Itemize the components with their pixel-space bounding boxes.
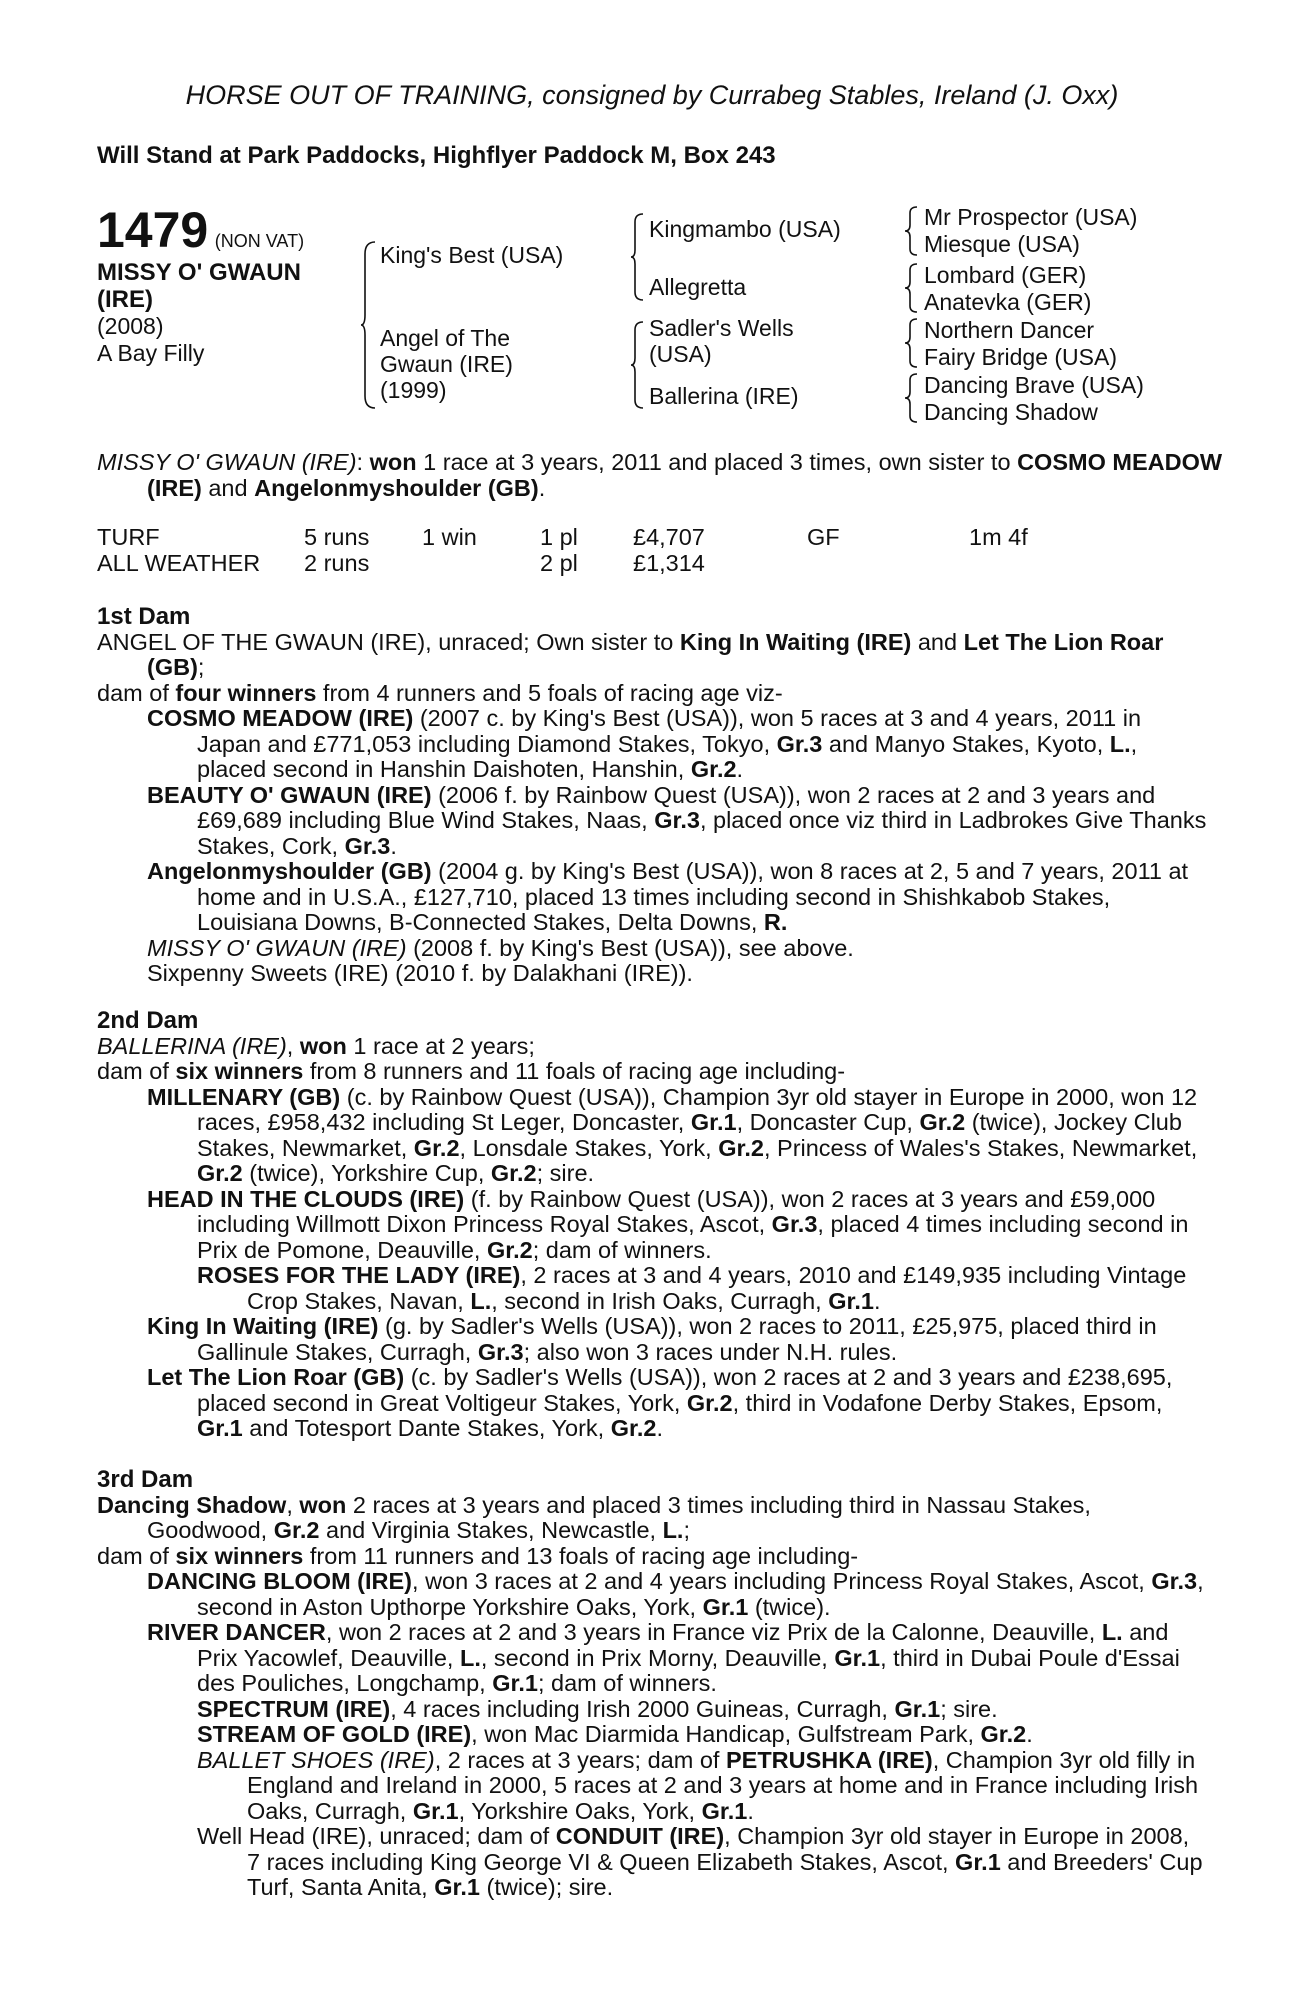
stats-prize: £1,314 bbox=[633, 550, 705, 576]
pedigree-dam-dam: Ballerina (IRE) bbox=[649, 383, 799, 409]
text: won bbox=[299, 1032, 347, 1059]
text: ; sire. bbox=[536, 1160, 595, 1186]
third-dam-produce bbox=[97, 1544, 1207, 1570]
horse-summary: MISSY O' GWAUN (IRE): won 1 race at 3 years, 2011 and placed 3 times, own sister to COSMO MEADOW (IRE) and Angelonmyshoulder (GB). bbox=[97, 449, 1223, 501]
text: STREAM OF GOLD (IRE) bbox=[197, 1721, 472, 1747]
second-dam-intro bbox=[97, 1034, 1207, 1060]
text: 3yr old filly in England and Ireland in 2000, 5 races at 2 and 3 years at home bbox=[247, 1746, 1196, 1798]
pedigree-brace-sire bbox=[631, 212, 645, 302]
text: and £238,695, placed second in Great Voltigeur Stakes, York, bbox=[197, 1364, 1173, 1416]
stats-going: GF bbox=[807, 524, 840, 550]
text: and Breeders' Cup Turf, Santa Anita, bbox=[247, 1848, 1203, 1900]
text: Gr.2 bbox=[197, 1160, 243, 1186]
text: , bbox=[763, 1134, 771, 1161]
text: ; also won 3 races under N.H. rules. bbox=[523, 1338, 898, 1365]
text: dam of bbox=[97, 1058, 176, 1084]
text: BEAUTY O' GWAUN (IRE) bbox=[147, 781, 432, 808]
text: . bbox=[390, 832, 397, 859]
text: CONDUIT (IRE) bbox=[555, 1823, 725, 1849]
horse-name-line1: MISSY O' GWAUN bbox=[97, 259, 301, 286]
text: six winners bbox=[175, 1542, 304, 1569]
text: , Lonsdale Stakes, York, bbox=[459, 1134, 719, 1161]
text: Stakes, Ascot, bbox=[995, 1568, 1152, 1594]
text: dam of bbox=[97, 1542, 176, 1569]
text: . bbox=[656, 1415, 663, 1441]
text: Well Head (IRE), unraced; dam of bbox=[197, 1823, 556, 1849]
pedigree-ssd: Miesque (USA) bbox=[924, 231, 1080, 257]
text: , won 2 races at 2 and 3 years in France viz Prix de la Calonne, bbox=[325, 1619, 986, 1645]
second-dam-produce bbox=[97, 1059, 1207, 1085]
text: . bbox=[1026, 1721, 1033, 1747]
text: (twice), Jockey Club Stakes, Newmarket, bbox=[197, 1109, 1182, 1161]
produce-missy-o-gwaun bbox=[97, 936, 1207, 962]
text: four winners bbox=[175, 679, 317, 706]
text: , Champion bbox=[932, 1746, 1053, 1773]
text: ; dam of winners. bbox=[532, 1236, 712, 1263]
pedigree-sds: Lombard (GER) bbox=[924, 262, 1087, 288]
text: Vodafone Derby Stakes, Epsom, bbox=[822, 1389, 1163, 1416]
text: from 11 runners and 13 foals of racing age including- bbox=[303, 1542, 859, 1569]
produce-ballet-shoes bbox=[97, 1748, 1207, 1825]
stats-runs: 2 runs bbox=[304, 550, 370, 576]
text: Princess of Wales's Stakes, Newmarket, bbox=[777, 1134, 1198, 1161]
text: ; dam of winners. bbox=[537, 1670, 717, 1696]
text: Gr.1 bbox=[197, 1415, 243, 1441]
text: Gr.3 bbox=[654, 807, 700, 833]
text: , second in Irish Oaks, Curragh, bbox=[491, 1287, 829, 1314]
text: Ascot, bbox=[883, 1848, 956, 1875]
text: Europe in 2008, 7 races including King George VI & Queen Elizabeth Stakes, bbox=[247, 1823, 1190, 1875]
text: King In Waiting (IRE) bbox=[679, 628, 912, 655]
text: . bbox=[747, 1797, 754, 1824]
text: , placed second in Hanshin Daishoten, Hanshin, bbox=[197, 730, 1138, 782]
text: , placed 4 bbox=[817, 1211, 920, 1237]
text: dam of bbox=[97, 679, 176, 706]
text: DANCING BLOOM (IRE) bbox=[147, 1568, 413, 1594]
text: 1 race at 2 years; bbox=[346, 1032, 535, 1059]
pedigree-sss: Mr Prospector (USA) bbox=[924, 204, 1138, 230]
text: Gr.3 bbox=[771, 1211, 818, 1237]
pedigree-dds: Dancing Brave (USA) bbox=[924, 372, 1144, 398]
pedigree-dam-l2: Gwaun (IRE) bbox=[380, 351, 513, 377]
text: Gr.2 bbox=[413, 1134, 460, 1161]
third-dam-intro bbox=[97, 1493, 1207, 1544]
text: (2006 f. by Rainbow Quest (USA)), won 2 races at 2 and bbox=[431, 781, 1026, 808]
text: Lion Roar (GB) bbox=[147, 628, 1164, 680]
pedigree-dam bbox=[380, 325, 513, 403]
second-dam-heading: 2nd Dam bbox=[97, 1007, 199, 1034]
produce-spectrum bbox=[97, 1697, 1207, 1723]
text: ANGEL OF THE GWAUN (IRE), unraced; Own sister to bbox=[97, 628, 680, 655]
first-dam-intro bbox=[97, 630, 1207, 681]
text: ; sire. bbox=[940, 1695, 998, 1722]
horse-name-line2: (IRE) bbox=[97, 286, 153, 313]
pedigree-sire-dam: Allegretta bbox=[649, 274, 747, 300]
text: SPECTRUM (IRE) bbox=[197, 1695, 391, 1722]
text: ; bbox=[197, 654, 205, 680]
page-header: HORSE OUT OF TRAINING, consigned by Currabeg Stables, Ireland (J. Oxx) bbox=[185, 80, 1119, 110]
text: and bbox=[822, 730, 869, 757]
text: , 4 races including Irish 2000 Guineas, Curragh, bbox=[390, 1695, 895, 1722]
text: , Yorkshire Oaks, York, bbox=[458, 1797, 702, 1824]
text: years, 2011 at home and in U.S.A., £127,710, placed 13 times including second in bbox=[197, 858, 1189, 910]
text: (twice). bbox=[748, 1593, 831, 1620]
pedigree-brace-gen1 bbox=[361, 240, 377, 410]
vat-status: (NON VAT) bbox=[214, 231, 305, 251]
horse-description: A Bay Filly bbox=[97, 340, 205, 366]
race-record-row bbox=[97, 551, 1028, 577]
text: RIVER DANCER bbox=[147, 1619, 326, 1645]
produce-head-in-the-clouds bbox=[97, 1187, 1207, 1264]
text: Gr.1 bbox=[492, 1670, 538, 1696]
stats-surface: ALL WEATHER bbox=[97, 550, 261, 576]
text: six winners bbox=[175, 1058, 304, 1084]
text: , bbox=[286, 1032, 300, 1059]
pedigree-dsd: Fairy Bridge (USA) bbox=[924, 344, 1117, 370]
text: Gr.2 bbox=[486, 1236, 533, 1263]
text: and Virginia Stakes, Newcastle, bbox=[319, 1517, 663, 1543]
text: , bbox=[286, 1491, 300, 1518]
text: L. bbox=[470, 1287, 492, 1314]
pedigree-dam-l1: Angel of The bbox=[380, 325, 511, 351]
pedigree-brace-ss bbox=[905, 205, 919, 257]
text: Gr.2 bbox=[919, 1109, 966, 1135]
text: Gr.1 bbox=[690, 1109, 737, 1135]
text: L. bbox=[459, 1644, 481, 1671]
lot-number: 1479 bbox=[97, 202, 209, 258]
produce-angelonmyshoulder bbox=[97, 859, 1207, 936]
pedigree-dam-sire-l1: Sadler's Wells bbox=[649, 315, 794, 341]
text: times including second in Prix de Pomone, Deauville, bbox=[197, 1211, 1189, 1263]
summary-sibling-1: COSMO MEADOW (IRE) bbox=[147, 449, 1223, 501]
summary-text: 1 race at 3 years, 2011 and placed 3 times, own sister to bbox=[416, 449, 1011, 475]
produce-sixpenny-sweets: Sixpenny Sweets (IRE) (2010 f. by Dalakhani (IRE)). bbox=[147, 960, 693, 986]
stats-surface: TURF bbox=[97, 524, 160, 550]
pedigree-brace-dam bbox=[631, 320, 645, 410]
stats-wins bbox=[422, 551, 540, 577]
text: Dancing Shadow bbox=[97, 1491, 287, 1518]
text: including Vintage Crop Stakes, Navan, bbox=[247, 1262, 1187, 1314]
summary-end: . bbox=[538, 474, 546, 501]
text: Gr.1 bbox=[894, 1695, 941, 1722]
text: , won 3 races at 2 and 4 years including Princess Royal bbox=[412, 1568, 990, 1594]
first-dam-heading: 1st Dam bbox=[97, 603, 191, 630]
produce-river-dancer bbox=[97, 1620, 1207, 1697]
text: , second in Aston Upthorpe Yorkshire Oaks, York, bbox=[197, 1568, 1204, 1620]
stats-runs: 5 runs bbox=[304, 524, 370, 550]
text: Angelonmyshoulder (GB) bbox=[147, 858, 432, 884]
pedigree-sire: King's Best (USA) bbox=[380, 242, 564, 268]
stats-prize: £4,707 bbox=[633, 524, 705, 550]
text: Deauville, bbox=[992, 1619, 1102, 1645]
text: , second in Prix Morny, Deauville, bbox=[480, 1644, 828, 1671]
text: , third in Dubai Poule d'Essai des Pouliches, Longchamp, bbox=[197, 1644, 1180, 1696]
text: 2 races at 3 years and placed 3 times including third in Nassau bbox=[346, 1491, 1007, 1518]
text: R. bbox=[763, 909, 788, 935]
text: , Champion 3yr old stayer in bbox=[724, 1823, 1017, 1849]
text: Gr.1 bbox=[955, 1848, 1001, 1875]
text: Gr.2 bbox=[718, 1134, 764, 1161]
text: won bbox=[299, 1491, 347, 1518]
produce-cosmo-meadow bbox=[97, 706, 1207, 783]
text: (2004 g. by King's Best (USA)), won 8 races at 2, 5 and 7 bbox=[431, 858, 1035, 884]
text: Gr.1 bbox=[834, 1644, 881, 1671]
summary-won: won bbox=[369, 449, 417, 475]
third-dam-section bbox=[97, 1467, 1207, 1901]
text: (g. by Sadler's Wells (USA)), won 2 races to 2011, £25,975, bbox=[378, 1313, 1004, 1339]
text: Gr.1 bbox=[701, 1797, 748, 1824]
text: , won Mac Diarmida Handicap, Gulfstream Park, bbox=[471, 1721, 981, 1747]
pedigree-sdd: Anatevka (GER) bbox=[924, 289, 1092, 315]
text: L. bbox=[1101, 1619, 1123, 1645]
pedigree-dss: Northern Dancer bbox=[924, 317, 1095, 343]
stats-going bbox=[807, 551, 969, 577]
stats-distance: 1m 4f bbox=[969, 524, 1028, 550]
produce-let-the-lion-roar bbox=[97, 1365, 1207, 1442]
stand-location: Will Stand at Park Paddocks, Highflyer Paddock M, Box 243 bbox=[97, 142, 776, 169]
text: , third in bbox=[732, 1389, 817, 1416]
second-dam-section bbox=[97, 1008, 1207, 1442]
text: Gr.2 bbox=[686, 1389, 733, 1416]
first-dam-section bbox=[97, 604, 1207, 987]
text: (twice), Yorkshire Cup, bbox=[242, 1160, 491, 1186]
text: Gr.1 bbox=[434, 1874, 480, 1900]
text: (c. by Sadler's Wells (USA)), won 2 races at 2 and 3 years bbox=[404, 1364, 1016, 1390]
text: Gr.2 bbox=[690, 756, 737, 782]
text: Let The bbox=[963, 628, 1048, 655]
text: L. bbox=[662, 1517, 684, 1543]
pedigree-brace-dd bbox=[905, 372, 919, 424]
text: Gr.3 bbox=[344, 832, 391, 859]
produce-beauty-o-gwaun bbox=[97, 783, 1207, 860]
text: and bbox=[911, 628, 964, 655]
text: Gr.2 bbox=[980, 1721, 1027, 1747]
produce-roses-for-the-lady bbox=[97, 1263, 1207, 1314]
text: and £59,000 including Willmott Dixon Princess Royal Stakes, Ascot, bbox=[197, 1185, 1156, 1237]
text: Gr.3 bbox=[1151, 1568, 1198, 1594]
text: placed third in Gallinule Stakes, Curragh, bbox=[197, 1313, 1157, 1365]
text: ; bbox=[683, 1517, 690, 1543]
text: MILLENARY (GB) bbox=[147, 1083, 341, 1110]
text: and Prix Yacowlef, Deauville, bbox=[197, 1619, 1169, 1671]
summary-sibling-2: Angelonmyshoulder (GB) bbox=[254, 474, 539, 501]
text: Shishkabob Stakes, Louisiana Downs, B-Connected Stakes, Delta Downs, bbox=[197, 883, 1111, 935]
text: Manyo Stakes, Kyoto, bbox=[874, 730, 1110, 757]
text: (2007 c. by King's Best (USA)), won 5 races at 3 and 4 bbox=[413, 705, 989, 731]
summary-name: MISSY O' GWAUN (IRE) bbox=[97, 449, 357, 475]
pedigree-dam-sire bbox=[649, 315, 794, 367]
text: L. bbox=[1109, 730, 1131, 757]
text: . bbox=[873, 1287, 881, 1314]
text: (f. by Rainbow Quest (USA)), won 2 races at 3 years bbox=[464, 1185, 1019, 1212]
text: Gr.1 bbox=[702, 1593, 749, 1620]
summary-and: and bbox=[201, 474, 255, 501]
pedigree-dam-l3: (1999) bbox=[380, 377, 447, 403]
text: from 4 runners and 5 foals of racing age viz- bbox=[316, 679, 783, 706]
text: Gr.3 bbox=[477, 1338, 524, 1365]
text: Gr.3 bbox=[776, 730, 823, 757]
text: (2008 f. by King's Best (USA)), see above. bbox=[406, 934, 854, 961]
text: years, 2011 in Japan and £771,053 including Diamond Stakes, Tokyo, bbox=[197, 705, 1142, 757]
text: BALLERINA (IRE) bbox=[97, 1032, 287, 1059]
text: Stakes, Goodwood, bbox=[147, 1491, 1091, 1543]
pedigree-brace-ds bbox=[905, 317, 919, 369]
text: Let The Lion Roar (GB) bbox=[147, 1364, 405, 1390]
text: MISSY O' GWAUN (IRE) bbox=[147, 934, 407, 961]
text: , Doncaster Cup, bbox=[736, 1109, 913, 1135]
stats-placed: 2 pl bbox=[540, 550, 578, 576]
produce-dancing-bloom bbox=[97, 1569, 1207, 1620]
text: Gr.2 bbox=[490, 1160, 537, 1186]
pedigree-brace-sd bbox=[905, 262, 919, 314]
text: and Totesport Dante Stakes, York, bbox=[242, 1415, 611, 1441]
text: Gr.2 bbox=[610, 1415, 657, 1441]
race-record-row bbox=[97, 525, 1028, 551]
text: from 8 runners and 11 foals of racing age including- bbox=[303, 1058, 846, 1084]
text: , 2 races at 3 years; dam of bbox=[434, 1746, 726, 1773]
produce-well-head bbox=[97, 1824, 1207, 1901]
foaling-year: (2008) bbox=[97, 313, 164, 339]
first-dam-produce bbox=[97, 681, 1207, 707]
text: (twice); sire. bbox=[479, 1874, 614, 1900]
lot-block bbox=[97, 202, 305, 367]
text: in Ladbrokes Give Thanks Stakes, Cork, bbox=[197, 807, 1207, 859]
text: and in France including Irish Oaks, Curragh, bbox=[247, 1772, 1199, 1824]
stats-placed: 1 pl bbox=[540, 524, 578, 550]
text: ROSES FOR THE LADY (IRE) bbox=[197, 1262, 521, 1288]
text: PETRUSHKA (IRE) bbox=[725, 1746, 933, 1773]
text: HEAD IN THE CLOUDS (IRE) bbox=[147, 1185, 465, 1212]
produce-king-in-waiting bbox=[97, 1314, 1207, 1365]
text: Gr.2 bbox=[273, 1517, 320, 1543]
pedigree-dam-sire-l2: (USA) bbox=[649, 341, 712, 367]
text: Gr.1 bbox=[828, 1287, 874, 1314]
pedigree-sire-sire: Kingmambo (USA) bbox=[649, 216, 841, 242]
text: Gr.1 bbox=[412, 1797, 459, 1824]
produce-millenary bbox=[97, 1085, 1207, 1187]
text: 3 years and £69,689 including Blue Wind Stakes, Naas, bbox=[197, 781, 1156, 833]
text: 2000, won 12 races, £958,432 including St Leger, Doncaster, bbox=[197, 1083, 1198, 1135]
produce-stream-of-gold bbox=[97, 1722, 1207, 1748]
text: , placed once viz third bbox=[699, 807, 928, 833]
third-dam-heading: 3rd Dam bbox=[97, 1466, 194, 1493]
text: King In Waiting (IRE) bbox=[147, 1313, 379, 1339]
text: BALLET SHOES (IRE) bbox=[197, 1746, 435, 1773]
race-record-table bbox=[97, 525, 1028, 577]
text: . bbox=[736, 756, 744, 782]
stats-distance bbox=[969, 551, 1028, 577]
text: (c. by Rainbow Quest (USA)), Champion 3yr old stayer in Europe in bbox=[340, 1083, 1050, 1110]
text: , 2 races at 3 and 4 years, 2010 and £149,935 bbox=[520, 1262, 1002, 1288]
pedigree-ddd: Dancing Shadow bbox=[924, 399, 1098, 425]
text: COSMO MEADOW (IRE) bbox=[147, 705, 414, 731]
stats-wins: 1 win bbox=[422, 524, 477, 550]
